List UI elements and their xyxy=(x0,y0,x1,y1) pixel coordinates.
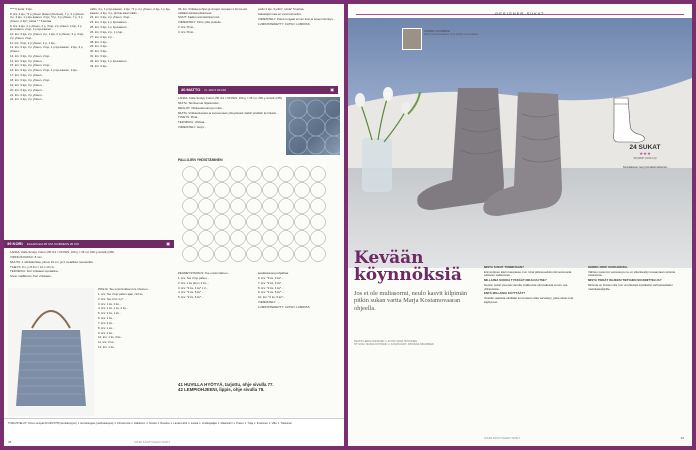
pattern-paragraph: 27. krs: 2 kjo, 2 p... xyxy=(90,34,115,39)
pattern-column-4 xyxy=(258,8,338,58)
pattern-paragraph: 2. krs: Tee 2 ks 1 p* ... xyxy=(98,296,127,301)
pattern-paragraph: 8. krs: 2 kjo, *3 p yhteen (katso lyhenteet), 7 p, 3 p yhteen, 3 p, 2 kjo, 1 p kjo-kaaren, 2 kjo, *2 p, 3 p yhteen, 7 p, 3 p yhteen, 2 kjo*, toista * * 5 kertaa. xyxy=(10,11,85,23)
highlight-list xyxy=(178,382,338,392)
pattern-paragraph: 12. krs: 1 ks... xyxy=(98,345,116,350)
band-size: KALAKOLIA 25 CM, KORKEUS 20 CM xyxy=(26,242,79,246)
pattern-paragraph: 5. krs: *2 ks, 6 ks*... xyxy=(178,295,204,300)
chart-circle xyxy=(199,183,214,198)
pattern-paragraph: kesäkokessa pehjalbaa. xyxy=(258,272,289,275)
chart-circle xyxy=(231,183,246,198)
pattern-paragraph: 2. krs: 1 ks (ks) x 2 ks-... xyxy=(178,280,210,285)
chart-circle xyxy=(215,199,230,214)
pattern-paragraph: TEKNIIKKA: Kori virkataan spiraalina... xyxy=(10,269,60,274)
chart-circle xyxy=(231,247,246,262)
chart-circle xyxy=(183,167,198,182)
pattern-paragraph: peilin 2 kjo, 3 jollin*. toista* 5 kertaa. xyxy=(258,8,305,11)
pattern-paragraph: 9. krs: *2 ks, 5 ks*... xyxy=(258,290,284,295)
chart-circle xyxy=(215,231,230,246)
credit: TEKSTI LEENA HANSSEN ✦ KUVAT ANNA HUOVINEN STYLING: MARJA KOSTAMO ✦ KASVIKUVAT: JOHANNA OIKARINEN xyxy=(354,340,434,347)
chart-circle xyxy=(183,183,198,198)
chart-circle xyxy=(231,231,246,246)
chart-circle xyxy=(199,167,214,182)
right-page xyxy=(348,4,692,446)
qa-column-2: KERRO JOKU SUKKAMUKA. Vähiten paremmi varressa ja ne on sittentiesitty kuvaamaan sinisinä ostoksissa... MISTÄ TIEDÄT OHJEESI TIETOJEN SUUNNITTELUA? Minusta on ihania mitä, kun unohteissa lopullisiksi varhaisrealiaksi mielinkatselijoille... xyxy=(588,266,675,291)
pattern-paragraph: **** 5 kerta: 3 kjo. xyxy=(10,8,33,11)
chart-circle xyxy=(199,199,214,214)
pohja-column-3 xyxy=(258,272,338,378)
left-footer xyxy=(4,418,344,446)
pattern-paragraph: Kalastajan saa eri vivat kolmeiksi... xyxy=(258,11,303,16)
chart-circle xyxy=(183,231,198,246)
pattern-paragraph: 14. krs: 3 kjo, 3 p yhteen... xyxy=(10,58,44,63)
pattern-paragraph: TEKNIIKKA: Virkkaa... xyxy=(178,120,207,125)
pattern-paragraph: 19. krs: 3 kjo, 3 p yhteen... xyxy=(10,82,44,87)
pattern-paragraph: 32. krs: 3 kjo, 1 p kjo-kaaren... xyxy=(90,58,129,63)
pattern-info xyxy=(606,144,684,160)
pattern-paragraph: 29. krs: 3 kjo... xyxy=(90,44,109,49)
page-number: 39 xyxy=(680,436,684,440)
pattern-paragraph: VIIMEISTELY: ... xyxy=(258,300,280,305)
pattern-paragraph: 18. krs: 3 kjo, 3 p yhteen, 2 kjo... xyxy=(10,78,52,83)
chart-circle xyxy=(279,167,294,182)
pattern-paragraph: 13. krs: 3 kjo, 3 p yhteen, 2 kjo... xyxy=(10,53,52,58)
chart-circle xyxy=(263,231,278,246)
chart-circle xyxy=(311,183,326,198)
pattern-paragraph: 11. krs: 3 kjo, 2 p yhteen, 1 p, 1 kjo... xyxy=(10,40,58,45)
chart-circle xyxy=(311,199,326,214)
chart-circle xyxy=(263,247,278,262)
pattern-size: 38 (38/37 (NOKI-4)) xyxy=(633,157,657,160)
pattern-paragraph: NEULOT: Virkkauskoukut ja muita... xyxy=(178,105,224,110)
designer-info: SANDRA SUOMINEN Maria Kostamovaaran oma peikko suunnittelee. xyxy=(424,30,479,37)
pattern-paragraph: 10. krs: *2 ks, 5 ks*... xyxy=(258,295,286,300)
chart-circle xyxy=(199,231,214,246)
pattern-paragraph: 6. krs: 1 ks... xyxy=(98,316,115,321)
pattern-paragraph: LANKA: Kalia Sculpy Cotton (50 G3 = 50 PES, 100 g = 45 m): 200 g sinistä (105). xyxy=(178,97,283,100)
pattern-paragraph: 15. krs: 3 kjo, 3 p yhteen, 2 kjo... xyxy=(10,63,52,68)
chart-circle xyxy=(263,167,278,182)
chart-circle xyxy=(183,199,198,214)
pattern-paragraph: 1. krs: Tee 2 kjo pala:n ajan =12 ks. xyxy=(98,291,144,296)
chart-circle xyxy=(295,199,310,214)
pattern-paragraph: 10. krs: 1 ks, 3 ks... xyxy=(98,335,123,340)
pattern-paragraph: 1. krs: Tee 2 kjo pala:n... xyxy=(178,275,210,280)
pattern-paragraph: VIIMEISTELY: Pinto yhtä puolelle... xyxy=(178,20,224,25)
pattern-paragraph: 7. krs: *2 ks, 3 ks*... xyxy=(258,280,284,285)
highlight-41[interactable]: 41 HUVILLA HYÖTYÄ, tarjottu, ohje sivulla 77. xyxy=(178,382,274,387)
pattern-paragraph: 9. krs: 3 kjo, 2 p yhteen, 2 p, 3 kjo, 2 p yhteen, 2 kjo, 1 p kjo-kaaren, 2 kjo, 1 p kjo-kaaren... xyxy=(10,23,82,32)
chart-circle xyxy=(295,215,310,230)
chart-circle xyxy=(295,231,310,246)
pattern-paragraph: 30. krs: 3 kjo... xyxy=(90,49,109,54)
pattern-paragraph: PEHMEYSTAPAUS: Tee ensimmäinen... xyxy=(178,272,230,275)
band-title: 39 KORI xyxy=(7,241,23,246)
pattern-paragraph: VIRKKUKOUKKU: 8 mm. xyxy=(10,254,43,259)
pattern-paragraph: LUMIKISTEIDETTY: KATSO: LUMIKISS xyxy=(258,304,310,309)
chart-circle xyxy=(215,247,230,262)
pattern-paragraph: 22. krs: 3 kjo, 3 p yhteen... xyxy=(10,97,44,102)
pattern-paragraph: 33. krs: 3 kjo... xyxy=(90,63,109,68)
pattern-paragraph: 5. krs: 2 ks, 1 ks... xyxy=(98,311,122,316)
pohja-column-2 xyxy=(178,272,254,378)
chart-circle xyxy=(183,215,198,230)
pattern-paragraph: Sivun malllikuvio: Kori virkataan... xyxy=(10,274,54,279)
pattern-paragraph: 23. krs: 3 kjo, 2 p yhteen, 3 kjo... xyxy=(90,15,132,20)
pattern-paragraph: MUITA: Virkkauskoukut ja sivureunaan yhteydessä; kaikki yksittäin kerroksiin... xyxy=(178,110,279,115)
pattern-paragraph: 11. krs: 2 ks... xyxy=(98,340,116,345)
pattern-paragraph: TIHEYS: 8 s j x 8 krs = 10 x 10 cm. xyxy=(10,264,55,269)
chart-circle xyxy=(247,183,262,198)
pattern-paragraph: VIIMEISTELY: Paina rengaat ennen kuin ja toinen kiinnitys... xyxy=(258,16,336,21)
chart-circle xyxy=(215,215,230,230)
pattern-paragraph: 12. krs: 3 kjo, 3 p yhteen, 2 kjo, 1 p kjo-kaaren, 2 kjo, 3 p yhteen... xyxy=(10,45,83,53)
pattern-paragraph: SIVUT: Kaikki ovat käsinkerrotut. xyxy=(178,15,220,20)
pattern-paragraph: 28. krs: 2 kjo... xyxy=(90,39,109,44)
chart-circle xyxy=(263,199,278,214)
pattern-paragraph: 25. krs: 3 kjo, 1 p kjo-kaaren... xyxy=(90,25,129,30)
pattern-paragraph: 4. krs: 1 ks, 1 ks, 2 ks... xyxy=(98,306,129,311)
pattern-paragraph: 16. krs: 3 kjo, 2 p yhteen, 2 kjo, 1 p kjo-kaaren, 2 kjo... xyxy=(10,68,80,73)
section-label: DESIGNER-SUKAT xyxy=(495,11,545,16)
designer-portrait xyxy=(402,28,422,50)
pattern-paragraph: 3. krs: 1 ks, 2 ks... xyxy=(98,301,122,306)
chart-circle xyxy=(311,247,326,262)
chart-circle xyxy=(279,215,294,230)
chart-circle xyxy=(311,231,326,246)
pattern-paragraph: 3. krs: *2 ks, 4 ks* x 2... xyxy=(178,285,209,290)
chart-circle xyxy=(247,231,262,246)
intro-text: Sinivalkoiset, kevyt lentävät tärkeintö... xyxy=(622,166,670,169)
chart-heading: PALLOJEN YHDISTÄMINEN xyxy=(178,158,223,162)
pattern-paragraph: 8. krs: *2 ks, 4 ks*... xyxy=(258,285,284,290)
chart-circle xyxy=(263,183,278,198)
crochet-rug-image xyxy=(286,97,340,155)
pattern-paragraph: 4. krs: *2 ks, 5 ks*... xyxy=(178,290,204,295)
chart-circle xyxy=(247,247,262,262)
pattern-paragraph: MUUTA: 2 nahkakorkaa, pituus 34 cm, ja 4 metallista nauvanitlta. xyxy=(10,259,94,264)
chart-circle xyxy=(279,247,294,262)
chart-circle xyxy=(295,247,310,262)
kori-materials xyxy=(10,251,170,285)
left-page xyxy=(4,4,344,446)
pattern-paragraph: LUMIKISTEIDETTY: KATSO: LUMIKISS xyxy=(258,21,310,26)
pattern-column-3 xyxy=(178,8,254,86)
chart-circle xyxy=(247,215,262,230)
chart-circle xyxy=(199,247,214,262)
chart-circle xyxy=(183,247,198,262)
chart-circle xyxy=(295,167,310,182)
pattern-paragraph: VIIMEISTELY: Helyt... xyxy=(178,125,207,130)
chart-circle xyxy=(311,167,326,182)
matto-materials xyxy=(178,97,284,155)
pattern-paragraph: 2. krs: Pinto... xyxy=(178,25,196,30)
band-size: N. 100 X 60 CM xyxy=(204,88,226,92)
pattern-paragraph: 10. krs: 3 kjo, 2 p yhteen, 2 p, 1 kjo, 2 p yhteen, 3 p, 3 kjo, 2 p yhteen, 2 kjo... xyxy=(10,32,85,40)
pattern-paragraph: 20. krs: 3 kjo, 2 p yhteen... xyxy=(10,87,44,92)
pattern-paragraph: 24. krs: 2 kjo, 1 p kjo-kaaren... xyxy=(90,20,129,25)
chart-circle xyxy=(247,199,262,214)
pattern-paragraph: 21. krs: 3 kjo, 3 p yhteen... xyxy=(10,92,44,97)
pattern-paragraph: 35. krs: Virkkaa pohjan ja sivujen reunaan 1 krs ks+ks välillään kiinteä piiloilmeet. xyxy=(178,8,247,15)
pattern-paragraph: TIIVEYS: Pinta... xyxy=(178,115,200,120)
camera-icon: ▣ xyxy=(330,87,334,92)
feature-lead: Jos et ole multasormi, neulo kasvit kilpimän pitkin sukan vartta Marja Kostamovaaran ohjeella. xyxy=(354,290,468,312)
chart-circle xyxy=(199,215,214,230)
pattern-paragraph: LANKA: Kalia Sculpy Cotton (50 G3 = 50 PES, 100 g = 45 m): 600 g sinistä (105). xyxy=(10,251,115,254)
sock-diagram xyxy=(608,96,648,144)
suppliers-text: TOIDUSTELUT: Oma Lumipal 09 239 5755 (konkarupput) ✦ Eurokangas (verkkokaupat) ✦ Filmannola ✦ Häkkinen ✦ Novita ✦ Ruuska ✦ Lanka Lahti ✦ Lanka ✦ Lindkapaljas ✦ Maanstori ✦ Puiset ✦ Tuija ✦ Ilmarinen ✦ Villa ✦ Tukkunen xyxy=(8,422,293,425)
pattern-paragraph: 6. krs: *3 ks, 3 ks*... xyxy=(258,275,284,280)
chart-circle xyxy=(247,167,262,182)
chart-circle xyxy=(231,167,246,182)
pattern-paragraph: POHJA: Tee ensimmäisen krs oheinen... xyxy=(98,288,150,291)
pohja-column-1 xyxy=(98,288,174,416)
page-number: 38 xyxy=(8,440,12,444)
pattern-number: 24 SUKAT xyxy=(629,144,661,151)
highlight-42[interactable]: 42 LEMPIOHJEENI, lippis, ohje sivulla 78. xyxy=(178,387,265,392)
circle-joining-chart xyxy=(180,164,340,268)
pattern-paragraph: 8. krs: 1 ks... xyxy=(98,325,115,330)
pattern-column-1 xyxy=(10,8,86,236)
pattern-paragraph: 3. krs: Pinto... xyxy=(178,29,196,34)
magazine-label: SUURI KÄSITYÖLEHTI 5/2017 xyxy=(484,437,521,440)
chart-circle xyxy=(279,199,294,214)
band-title: 40 MATTO xyxy=(181,87,201,92)
chart-circle xyxy=(295,183,310,198)
magazine-label: SUURI KÄSITYÖLEHTI 5/2017 xyxy=(134,441,171,444)
chart-circle xyxy=(215,167,230,182)
chart-circle xyxy=(231,215,246,230)
pattern-paragraph: väliin, 3 p, 1 p kjo-kaaren, 2 kjo, *2 p, 2 p yhteen, 2 kjo, 1 p kjo-kaaren, 2 kjo, 3 p, pkt kjo-kaari väliin... xyxy=(90,8,171,15)
qa-column-1: MISTÄ SUKAT TUNNETAAN? Enimmäinen kävin kaupassa, kun minä pikkusuuduttu kiinnostuneita tuttavien valikoimien... MILLAISIA SUKKIA TYKKÄÄT NEULOA ITSE? Neulon sukat yleensä varrella mallineista värimalleista suurin osa ylilinjuisista... ENTÄ MILLAISIA KÄYTTÄÄT? Ostoille vaatteita väriltään luonnoksen aika varvastyy, jotka olivat ovat käyttyneet... xyxy=(484,266,574,304)
pattern-paragraph: 26. krs: 3 kjo, 2 p, 1 p kjo... xyxy=(90,29,125,34)
pattern-paragraph: 7. krs: 2 ks... xyxy=(98,320,115,325)
pattern-band-matto xyxy=(178,86,338,94)
feature-title: Kevään köynnöksiä xyxy=(354,248,462,285)
basket-image xyxy=(8,288,94,416)
pattern-paragraph: MUITA: Tarvitsemat hiljaisuudet... xyxy=(178,100,221,105)
chart-circle xyxy=(279,183,294,198)
chart-circle xyxy=(311,215,326,230)
pattern-paragraph: 9. krs: 4 ks... xyxy=(98,330,115,335)
chart-circle xyxy=(231,199,246,214)
camera-icon: ▣ xyxy=(166,241,170,246)
pattern-band-kori xyxy=(4,240,174,248)
pattern-paragraph: 31. krs: 3 kjo... xyxy=(90,54,109,59)
chart-circle xyxy=(215,183,230,198)
chart-circle xyxy=(263,215,278,230)
pattern-paragraph: 17. krs: 3 kjo, 2 p yhteen... xyxy=(10,73,44,78)
chart-circle xyxy=(279,231,294,246)
difficulty-stars: ★★★ xyxy=(639,151,651,156)
pattern-column-2 xyxy=(90,8,174,88)
